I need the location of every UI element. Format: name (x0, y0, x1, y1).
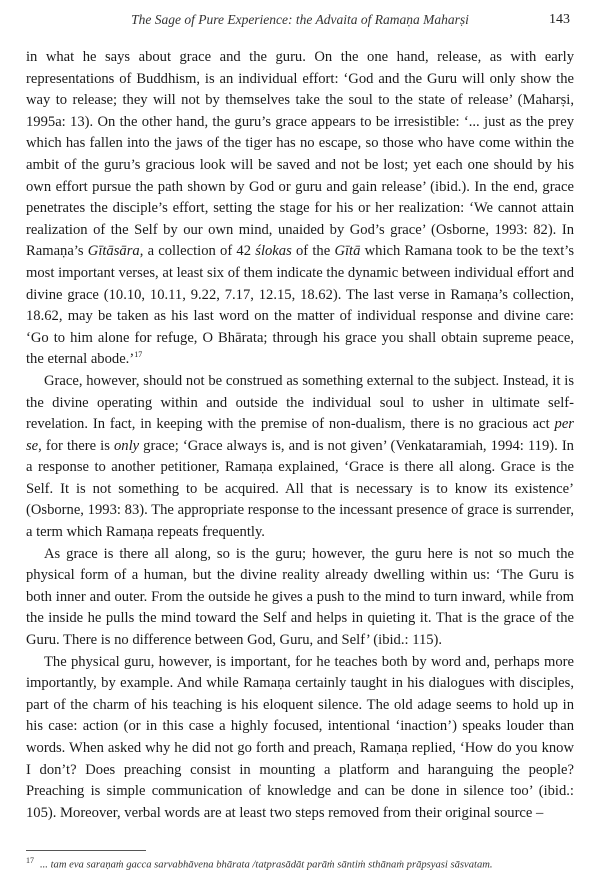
paragraph (26, 371, 574, 544)
paragraph (26, 544, 574, 652)
text-run: , a collection of 42 (139, 243, 256, 260)
body-text (26, 47, 574, 824)
footnote-text: ... tam eva saraṇaṁ gacca sarvabhāvena bhārata /tatprasādāt parāṁ sāntiṁ sthānaṁ prāpsyasi sāsvatam. (40, 859, 493, 871)
text-run: in what he says about grace and the guru. On the one hand, release, as with early representations of Buddhism, is an individual effort: ‘God and the Guru will only show the way to release; they will not by themselves take the soul to the state of release’ (Maharṣi, 1995a: 13). On the other hand, the guru’s grace appears to be irresistible: ‘... just as the prey which has fallen into the jaws of the tiger has no escape, so those who have come within the ambit of the guru’s gracious look will be saved and not be lost; yet each one should by his own effort pursue the path shown by God or guru and gain release’ (ibid.). In the end, grace penetrates the disciple’s effort, setting the stage for his or her realization: ‘We cannot attain realization of the Self by our own mind, unaided by God’s grace’ (Osborne, 1993: 82). In Ramaṇa’s (26, 49, 574, 260)
text-run: Grace, however, should not be construed as something external to the subject. Instead, it is the divine operating within and outside the individual soul to usher in ultimate self-revelation. In fact, in keeping with the premise of non-dualism, there is no gracious act (26, 372, 574, 433)
footnote (26, 853, 574, 873)
text-run: , for there is (38, 437, 114, 454)
italic-text: Gītā (334, 243, 361, 260)
footnote-number: 17 (26, 856, 34, 865)
text-run: The physical guru, however, is important, for he teaches both by word and, perhaps more importantly, by example. And while Ramaṇa certainly taught in his dialogues with disciples, part of the charm of his teaching is his eloquent silence. The old adage seems to hold up in his case: action (or in this case a highly focused, intentional ‘inaction’) speaks louder than words. When asked why he did not go forth and preach, Ramaṇa replied, ‘How do you know I don’t? Does preaching consist in mounting a platform and haranguing the people? Preaching is simple communication of knowledge and can be done in silence too’ (ibid.: 105). Moreover, verbal words are at least two steps removed from their original source – (26, 653, 574, 821)
text-run: of the (291, 243, 335, 260)
paragraph (26, 652, 574, 825)
running-title: The Sage of Pure Experience: the Advaita of Ramaṇa Maharṣi (131, 12, 469, 27)
text-run: As grace is there all along, so is the guru; however, the guru here is not so much the physical form of a human, but the divine reality already dwelling within us: ‘The Guru is both inner and outer. From the outside he gives a push to the mind to turn inward, while from the inside he pulls the mind toward the Self and helps in quieting it. That is the grace of the Guru. There is no difference between God, Guru, and Self’ (ibid.: 115). (26, 545, 574, 649)
italic-text: only (113, 437, 140, 454)
footnote-rule (26, 850, 146, 851)
paragraph (26, 47, 574, 371)
text-run: which Ramana took to be the text’s most important verses, at least six of them indicate the dynamic between individual effort and divine grace (10.10, 10.11, 9.22, 7.17, 12.15, 18.62). The last verse in Ramaṇa’s collection, 18.62, may be taken as his last word on the matter of individual response and divine care: ‘Go to him alone for refuge, O Bhārata; through his grace you shall obtain supreme peace, the eternal abode.’ (26, 243, 574, 368)
text-run: grace; ‘Grace always is, and is not given’ (Venkataramiah, 1994: 119). In a response to another petitioner, Ramaṇa explained, ‘Grace is there all along. Grace is the Self. It is not something to be acquired. All that is necessary is to know its existence’ (Osborne, 1993: 83). The appropriate response to the incessant presence of grace is surrender, a term which Ramaṇa repeats frequently. (26, 437, 574, 541)
italic-text: Gītāsāra (87, 243, 140, 260)
italic-text: per se (26, 416, 574, 454)
footnote-reference: 17 (134, 350, 143, 360)
running-head (0, 12, 600, 32)
italic-text: ślokas (255, 243, 292, 260)
page-number: 143 (549, 12, 570, 27)
